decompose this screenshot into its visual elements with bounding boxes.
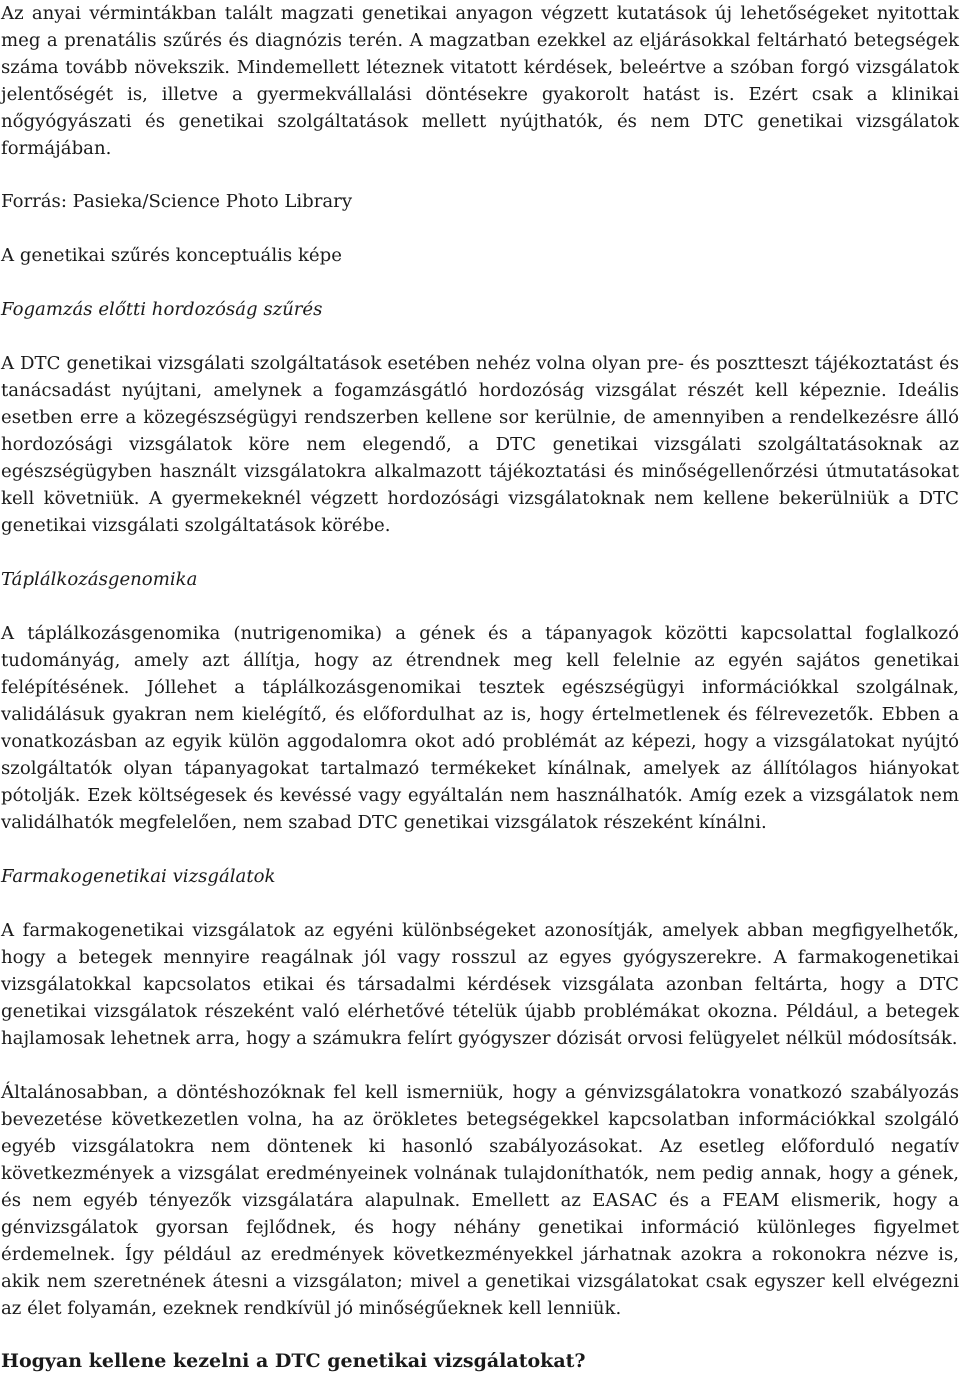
paragraph-general: Általánosabban, a döntéshozóknak fel kell ismerniük, hogy a génvizsgálatokra vonatkozó szabályozás bevezetése következetlen volna, ha az örökletes betegségekkel kapcsolatban információkkal szolgáló egyéb vizsgálatokra nem döntenek ki hasonló szabályozásokat. Az esetleg előforduló negatív következmények a vizsgálat eredményeinek volnának tulajdoníthatók, nem pedig annak, hogy a gének, és nem egyéb tényezők vizsgálatára alapulnak. Emellett az EASAC és a FEAM elismerik, hogy a génvizsgálatok gyorsan fejlődnek, és hogy néhány genetikai információ különleges figyelmet érdemelnek. Így például az eredmények következményekkel járhatnak azokra a rokonokra nézve is, akik nem szeretnének átesni a vizsgálaton; mivel a genetikai vizsgálatokat csak egyszer kell elvégezni az élet folyamán, ezeknek rendkívül jó minőségűeknek kell lenniük.: [1, 1082, 959, 1319]
paragraph-carrier-screening: A DTC genetikai vizsgálati szolgáltatások esetében nehéz volna olyan pre- és posztteszt tájékoztatást és tanácsadást nyújtani, amelynek a fogamzásgátló hordozóság vizsgálat részét kell képeznie. Ideális esetben erre a közegészségügyi rendszerben kellene sor kerülnie, de amennyiben a rendelkezésre álló hordozósági vizsgálatok köre nem elegendő, a DTC genetikai vizsgálati szolgáltatásoknak az egészségügyben használt vizsgálatokra alkalmazott tájékoztatási és minőségellenőrzési útmutatásokat kell követniük. A gyermekeknél végzett hordozósági vizsgálatoknak nem kellene bekerülniük a DTC genetikai vizsgálati szolgáltatások körébe.: [1, 353, 959, 536]
section-heading-pharmacogenetics: Farmakogenetikai vizsgálatok: [1, 866, 276, 887]
paragraph-nutrigenomics: A táplálkozásgenomika (nutrigenomika) a gének és a tápanyagok közötti kapcsolattal foglalkozó tudományág, amely azt állítja, hogy az étrendnek meg kell felelnie az egyén sajátos genetikai felépítésének. Jóllehet a táplálkozásgenomikai tesztek egészségügyi információkkal szolgálnak, validálásuk gyakran nem kielégítő, és előfordulhat az is, hogy értelmetlenek és félrevezetők. Ebben a vonatkozásban az egyik külön aggodalomra okot adó problémát az képezi, hogy a vizsgálatokat nyújtó szolgáltatók olyan tápanyagokat tartalmazó termékeket kínálnak, amelyek az állítólagos hiányokat pótolják. Ezek költségesek és kevéssé vagy egyáltalán nem használhatók. Amíg ezek a vizsgálatok nem validálhatók megfelelően, nem szabad DTC genetikai vizsgálatok részeként kínálni.: [1, 623, 959, 833]
paragraph-pharmacogenetics: A farmakogenetikai vizsgálatok az egyéni különbségeket azonosítják, amelyek abban megfigyelhetők, hogy a betegek mennyire reagálnak jól vagy rosszul az egyes gyógyszerekre. A farmakogenetikai vizsgálatokkal kapcsolatos etikai és társadalmi kérdések vizsgálata azonban feltárta, hogy a DTC genetikai vizsgálatok részeként való elérhetővé tételük újabb problémákat okozna. Például, a betegek hajlamosak lehetnek arra, hogy a számukra felírt gyógyszer dózisát orvosi felügyelet nélkül módosítsák.: [1, 920, 959, 1049]
section-heading-carrier-screening: Fogamzás előtti hordozóság szűrés: [1, 299, 323, 320]
image-caption: A genetikai szűrés konceptuális képe: [1, 245, 342, 266]
section-heading-dtc-handling: Hogyan kellene kezelni a DTC genetikai vizsgálatokat?: [1, 1350, 586, 1372]
section-heading-nutrigenomics: Táplálkozásgenomika: [1, 569, 198, 590]
paragraph-prenatal: Az anyai vérmintákban talált magzati genetikai anyagon végzett kutatások új lehetőségeket nyitottak meg a prenatális szűrés és diagnózis terén. A magzatban ezekkel az eljárásokkal feltárható betegségek száma tovább növekszik. Mindemellett léteznek vitatott kérdések, beleértve a szóban forgó vizsgálatok jelentőségét is, illetve a gyermekvállalási döntésekre gyakorolt hatást is. Ezért csak a klinikai nőgyógyászati és genetikai szolgáltatások mellett nyújthatók, és nem DTC genetikai vizsgálatok formájában.: [1, 3, 959, 159]
source-credit: Forrás: Pasieka/Science Photo Library: [1, 191, 353, 212]
